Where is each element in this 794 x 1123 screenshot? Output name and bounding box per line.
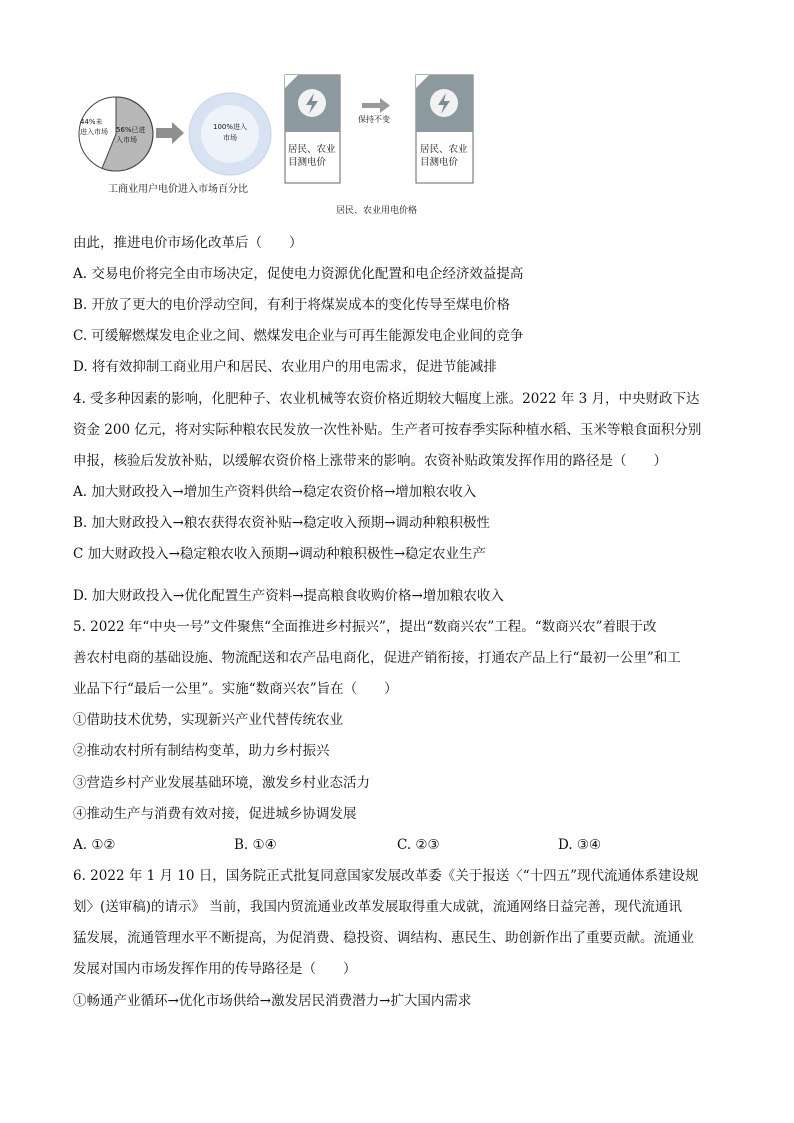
card2-text: 居民、农业目测电价 bbox=[420, 144, 468, 168]
q5-statement-3: ③营造乡村产业发展基础环境，激发乡村业态活力 bbox=[73, 775, 370, 791]
pie-right-label: 56%已进入市场 bbox=[116, 126, 146, 144]
q6-stem-line2: 划〉(送审稿)的请示》 当前，我国内贸流通业改革发展取得重大成就，流通网络日益完善，现代流通讯 bbox=[73, 899, 682, 915]
q4-option-d: D. 加大财政投入→优化配置生产资料→提高粮食收购价格→增加粮农收入 bbox=[73, 588, 504, 604]
q6-statement-1: ①畅通产业循环→优化市场供给→激发居民消费潜力→扩大国内需求 bbox=[73, 993, 472, 1009]
q3-option-d: D. 将有效抑制工商业用户和居民、农业用户的用电需求，促进节能减排 bbox=[73, 359, 497, 375]
right-caption: 居民、农业用电价格 bbox=[336, 206, 418, 216]
q4-option-a: A. 加大财政投入→增加生产资料供给→稳定农资价格→增加粮农收入 bbox=[73, 484, 477, 500]
q5-option-a: A. ①② bbox=[73, 837, 116, 853]
q5-option-c: C. ②③ bbox=[397, 837, 440, 853]
q5-option-d: D. ③④ bbox=[558, 837, 602, 853]
ring-label: 100%进入市场 bbox=[212, 123, 247, 142]
q5-option-b: B. ①④ bbox=[234, 837, 277, 853]
q6-stem-line4: 发展对国内市场发挥作用的传导路径是（ ） bbox=[73, 961, 357, 977]
q5-statement-4: ④推动生产与消费有效对接，促进城乡协调发展 bbox=[73, 806, 357, 822]
arrow-text: 保持不变 bbox=[358, 115, 390, 124]
pie-left-label: 44%未进入市场 bbox=[80, 118, 108, 136]
q5-stem-line3: 业品下行“最后一公里”。实施“数商兴农”旨在（ ） bbox=[73, 681, 398, 697]
q4-stem-line1: 4. 受多种因素的影响，化肥种子、农业机械等农资价格近期较大幅度上涨。2022 年 3 月，中央财政下达 bbox=[73, 391, 700, 407]
figure bbox=[70, 70, 490, 220]
q3-stem-end: 由此，推进电价市场化改革后（ ） bbox=[73, 235, 303, 251]
q4-option-b: B. 加大财政投入→粮农获得农资补贴→稳定收入预期→调动种粮积极性 bbox=[73, 515, 490, 531]
right-arrow-2 bbox=[362, 98, 390, 113]
q3-option-a: A. 交易电价将完全由市场决定，促使电力资源优化配置和电企经济效益提高 bbox=[73, 266, 524, 282]
q5-statement-1: ①借助技术优势，实现新兴产业代替传统农业 bbox=[73, 712, 343, 728]
q5-statement-2: ②推动农村所有制结构变革，助力乡村振兴 bbox=[73, 743, 330, 759]
q6-stem-line1: 6. 2022 年 1 月 10 日，国务院正式批复同意国家发展改革委《关于报送〈“十四五”现代流通体系建设规 bbox=[73, 868, 699, 884]
q4-stem-line3: 申报，核验后发放补贴，以缓解农资价格上涨带来的影响。农资补贴政策发挥作用的路径是（ ） bbox=[73, 453, 667, 469]
right-arrow-1 bbox=[156, 122, 184, 144]
card1-text: 居民、农业目测电价 bbox=[288, 144, 336, 168]
q5-stem-line2: 善农村电商的基础设施、物流配送和农产品电商化，促进产销衔接，打通农产品上行“最初一公里”和工 bbox=[73, 650, 681, 666]
q5-stem-line1: 5. 2022 年“中央一号”文件聚焦“全面推进乡村振兴”，提出“数商兴农”工程。“数商兴农”着眼于改 bbox=[73, 619, 657, 635]
q4-stem-line2: 资金 200 亿元，将对实际种粮农民发放一次性补贴。生产者可按春季实际种植水稻、玉米等粮食面积分别 bbox=[73, 422, 702, 438]
q4-option-c: C 加大财政投入→稳定粮农收入预期→调动种粮积极性→稳定农业生产 bbox=[73, 546, 487, 562]
left-caption: 工商业用户电价进入市场百分比 bbox=[108, 184, 248, 195]
q3-option-b: B. 开放了更大的电价浮动空间，有利于将煤炭成本的变化传导至煤电价格 bbox=[73, 297, 511, 313]
q6-stem-line3: 猛发展，流通管理水平不断提高，为促消费、稳投资、调结构、惠民生、助创新作出了重要贡献。流通业 bbox=[73, 930, 694, 946]
q3-option-c: C. 可缓解燃煤发电企业之间、燃煤发电企业与可再生能源发电企业间的竞争 bbox=[73, 328, 524, 344]
